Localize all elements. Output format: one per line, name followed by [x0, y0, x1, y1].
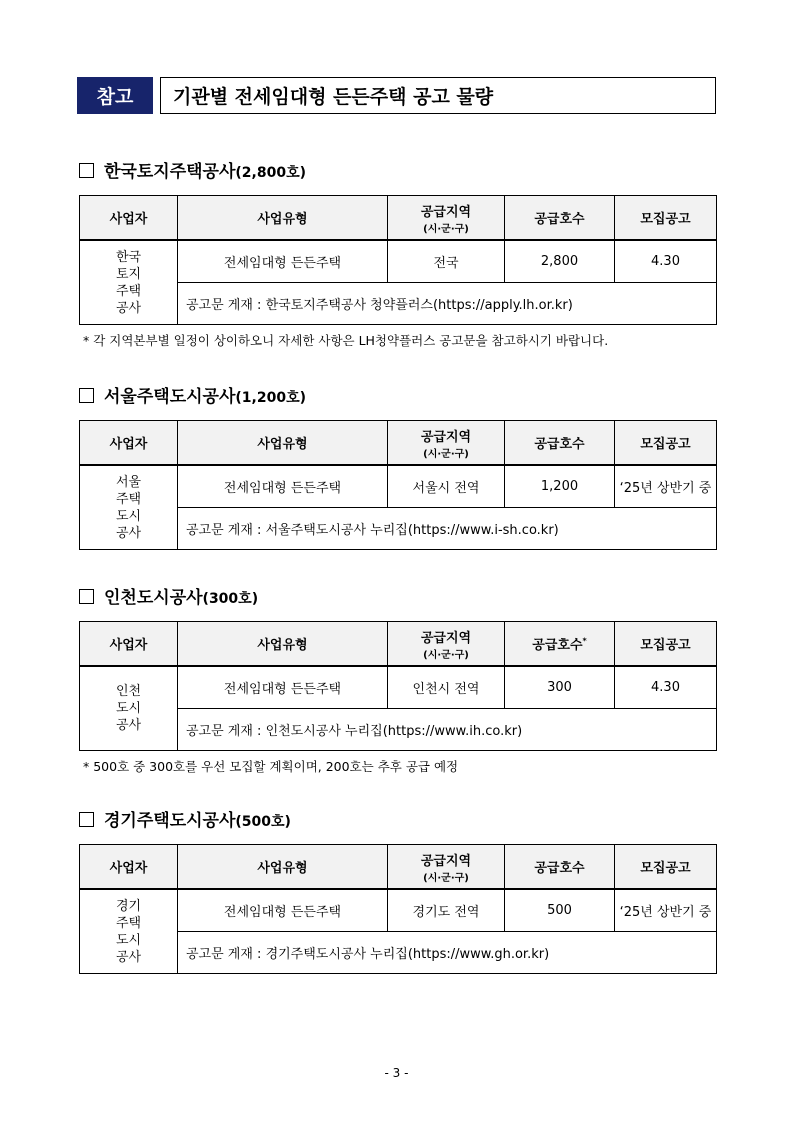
region-cell: 전국 — [388, 240, 505, 283]
col-header-region-label: 공급지역 — [420, 853, 472, 869]
company-name-line: 서울 — [115, 474, 142, 490]
section-4 — [79, 806, 716, 974]
table-row — [80, 666, 717, 709]
company-name-line: 공사 — [115, 718, 142, 733]
supply-footnote-mark: * — [582, 636, 587, 646]
col-header-region-sub: (시·군·구) — [423, 223, 469, 235]
region-cell: 경기도 전역 — [388, 889, 505, 932]
col-header-type: 사업유형 — [178, 845, 388, 890]
section-count: (500호) — [235, 814, 291, 830]
col-header-recruit: 모집공고 — [615, 622, 717, 667]
company-name-line: 공사 — [115, 525, 142, 541]
table-header-row — [80, 421, 717, 466]
section-1 — [79, 157, 716, 349]
section-name: 서울주택도시공사 — [104, 387, 236, 407]
supply-table — [79, 195, 717, 325]
notice-cell: 공고문 게재 : 인천도시공사 누리집(https://www.ih.co.kr) — [178, 709, 717, 751]
page-title: 기관별 전세임대형 든든주택 공고 물량 — [160, 77, 716, 114]
col-header-supply-label: 공급호수 — [534, 861, 585, 876]
col-header-region — [388, 196, 505, 241]
page-header — [77, 77, 716, 114]
col-header-supply — [505, 622, 615, 667]
col-header-region-sub: (시·군·구) — [423, 872, 469, 884]
section-title — [79, 583, 716, 611]
col-header-supply-label: 공급호수 — [534, 437, 585, 452]
section-name: 한국토지주택공사 — [104, 162, 236, 182]
region-cell: 인천시 전역 — [388, 666, 505, 709]
supply-cell: 2,800 — [505, 240, 615, 283]
company-name-line: 한국 — [115, 249, 142, 265]
col-header-region-sub: (시·군·구) — [423, 448, 469, 460]
table-header-row — [80, 196, 717, 241]
section-count: (300호) — [202, 591, 259, 607]
notice-cell: 공고문 게재 : 경기주택도시공사 누리집(https://www.gh.or.kr) — [178, 932, 717, 974]
col-header-recruit: 모집공고 — [615, 845, 717, 890]
supply-cell: 500 — [505, 889, 615, 932]
footnote: * 각 지역본부별 일정이 상이하오니 자세한 사항은 LH청약플러스 공고문을 참고하시기 바랍니다. — [83, 333, 609, 348]
recruit-cell: 4.30 — [615, 240, 717, 283]
company-cell — [80, 240, 178, 325]
section-title — [79, 382, 716, 410]
col-header-recruit: 모집공고 — [615, 196, 717, 241]
table-header-row — [80, 622, 717, 667]
recruit-cell: 4.30 — [615, 666, 717, 709]
supply-table — [79, 420, 717, 550]
col-header-region-label: 공급지역 — [420, 630, 472, 646]
checkbox-square-icon — [79, 388, 94, 403]
type-cell: 전세임대형 든든주택 — [178, 240, 388, 283]
col-header-supply — [505, 196, 615, 241]
type-cell: 전세임대형 든든주택 — [178, 889, 388, 932]
notice-cell: 공고문 게재 : 서울주택도시공사 누리집(https://www.i-sh.co.kr) — [178, 508, 717, 550]
supply-cell: 300 — [505, 666, 615, 709]
company-cell — [80, 666, 178, 751]
company-name-line: 도시 — [115, 701, 142, 716]
col-header-type: 사업유형 — [178, 622, 388, 667]
col-header-operator: 사업자 — [80, 421, 178, 466]
col-header-supply — [505, 845, 615, 890]
region-cell: 서울시 전역 — [388, 465, 505, 508]
company-name-line: 인천 — [115, 684, 142, 699]
col-header-operator: 사업자 — [80, 845, 178, 890]
table-row — [80, 889, 717, 932]
section-2 — [79, 382, 716, 550]
company-name-line: 도시 — [115, 932, 142, 948]
col-header-operator: 사업자 — [80, 622, 178, 667]
type-cell: 전세임대형 든든주택 — [178, 666, 388, 709]
col-header-supply — [505, 421, 615, 466]
col-header-region-label: 공급지역 — [420, 204, 472, 220]
section-count: (2,800호) — [235, 165, 306, 181]
recruit-cell: ‘25년 상반기 중 — [615, 889, 717, 932]
page-number: - 3 - — [384, 1066, 409, 1080]
col-header-operator: 사업자 — [80, 196, 178, 241]
col-header-supply-label: 공급호수 — [532, 638, 583, 653]
company-name-line: 도시 — [115, 508, 142, 524]
company-name-line: 경기 — [115, 898, 142, 914]
footnote: * 500호 중 300호를 우선 모집할 계획이며, 200호는 추후 공급 예정 — [83, 759, 459, 774]
col-header-region-label: 공급지역 — [420, 429, 472, 445]
section-count: (1,200호) — [235, 390, 306, 406]
company-name-line: 공사 — [115, 300, 142, 316]
section-title — [79, 806, 716, 834]
company-name-line: 주택 — [115, 283, 142, 299]
recruit-cell: ‘25년 상반기 중 — [615, 465, 717, 508]
section-title — [79, 157, 716, 185]
col-header-recruit: 모집공고 — [615, 421, 717, 466]
col-header-region — [388, 845, 505, 890]
checkbox-square-icon — [79, 163, 94, 178]
col-header-type: 사업유형 — [178, 196, 388, 241]
company-name-line: 주택 — [115, 915, 142, 931]
supply-table — [79, 844, 717, 974]
type-cell: 전세임대형 든든주택 — [178, 465, 388, 508]
col-header-region — [388, 421, 505, 466]
company-name-line: 주택 — [115, 491, 142, 507]
table-row — [80, 240, 717, 283]
section-3 — [79, 583, 716, 775]
checkbox-square-icon — [79, 589, 94, 604]
table-header-row — [80, 845, 717, 890]
section-name: 인천도시공사 — [104, 588, 203, 608]
supply-cell: 1,200 — [505, 465, 615, 508]
company-cell — [80, 465, 178, 550]
table-row — [80, 465, 717, 508]
checkbox-square-icon — [79, 812, 94, 827]
company-cell — [80, 889, 178, 974]
col-header-type: 사업유형 — [178, 421, 388, 466]
col-header-supply-label: 공급호수 — [534, 212, 585, 227]
company-name-line: 공사 — [115, 949, 142, 965]
section-name: 경기주택도시공사 — [104, 811, 236, 831]
col-header-region — [388, 622, 505, 667]
notice-cell: 공고문 게재 : 한국토지주택공사 청약플러스(https://apply.lh.or.kr) — [178, 283, 717, 325]
supply-table — [79, 621, 717, 751]
company-name-line: 토지 — [115, 266, 142, 282]
col-header-region-sub: (시·군·구) — [423, 649, 469, 661]
reference-badge: 참고 — [77, 77, 153, 114]
